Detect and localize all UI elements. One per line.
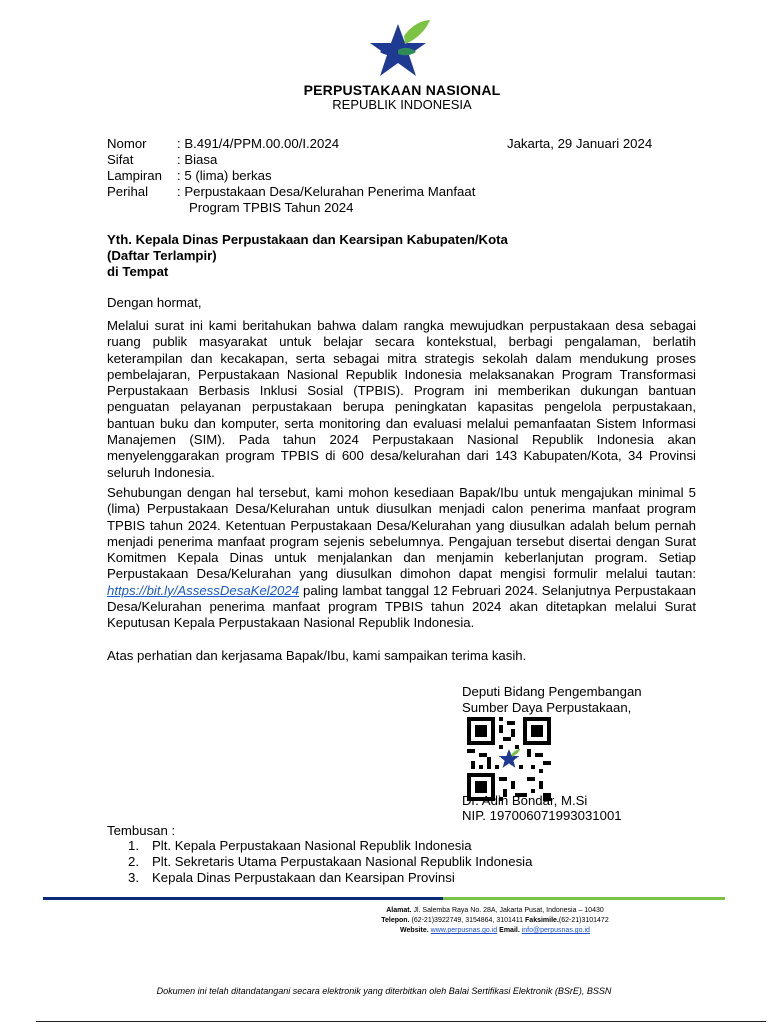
footer-label: Email.: [499, 927, 520, 934]
cc-title: Tembusan :: [107, 823, 176, 838]
list-text: Plt. Kepala Perpustakaan Nasional Republik Indonesia: [152, 838, 472, 853]
footer-label: Faksimile.: [525, 917, 559, 924]
signer-title-1: Deputi Bidang Pengembangan: [462, 684, 642, 699]
meta-value: : Perpustakaan Desa/Kelurahan Penerima Manfaat: [177, 184, 476, 199]
footer-label: Alamat.: [386, 907, 412, 914]
paragraph-2-text: Sehubungan dengan hal tersebut, kami mohon kesediaan Bapak/Ibu untuk mengajukan minimal 5 (lima) Perpustakaan Desa/Kelurahan untuk diusulkan menjadi calon penerima manfaat program TPBIS tahun 2024. Ketentuan Perpustakaan Desa/Kelurahan yang diusulkan adalah belum pernah menjadi penerima manfaat program sejenis sebelumnya. Pengajuan tersebut disertai dengan Surat Komitmen Kepala Dinas untuk menjalankan dan menjamin keberlanjutan program. Setiap Perpustakaan Desa/Kelurahan yang diusulkan dimohon dapat mengisi formulir melalui tautan:: [107, 485, 696, 582]
list-item: [128, 870, 532, 886]
footer-divider-green: [443, 897, 725, 900]
footer-phone: (62-21)3922749, 3154864, 3101411: [411, 917, 524, 924]
org-subtitle: REPUBLIK INDONESIA: [332, 97, 472, 112]
meta-value: : B.491/4/PPM.00.00/I.2024: [177, 136, 340, 151]
list-number: 2.: [128, 854, 139, 869]
footer-fax: (62-21)3101472: [558, 917, 609, 924]
list-text: Plt. Sekretaris Utama Perpustakaan Nasional Republik Indonesia: [152, 854, 533, 869]
meta-row-perihal-cont: [107, 200, 353, 216]
addressee-line-3: di Tempat: [107, 264, 169, 279]
org-name: PERPUSTAKAAN NASIONAL: [303, 82, 501, 98]
footer-contact: [245, 906, 745, 936]
closing: Atas perhatian dan kerjasama Bapak/Ibu, kami sampaikan terima kasih.: [107, 648, 527, 663]
meta-value: : 5 (lima) berkas: [177, 168, 272, 183]
letter-date: Jakarta, 29 Januari 2024: [507, 136, 653, 151]
page-bottom-divider: [36, 1021, 766, 1022]
footer-label: Website.: [400, 927, 429, 934]
meta-row-lampiran: [107, 168, 272, 184]
footer-phone-line: [245, 916, 745, 926]
footer-address: Jl. Salemba Raya No. 28A, Jakarta Pusat, Indonesia – 10430: [413, 907, 604, 914]
signer-title-2: Sumber Daya Perpustakaan,: [462, 700, 632, 715]
paragraph-2: [107, 485, 696, 632]
email-link[interactable]: info@perpusnas.go.id: [521, 927, 590, 934]
paragraph-2-text-cont: paling lambat tanggal 12 Februari 2024. Selanjutnya Perpustakaan Desa/Kelurahan penerima manfaat program TPBIS tahun 2024 akan ditetapkan melalui Surat Keputusan Kepala Perpustakaan Nasional Republik Indonesia.: [107, 582, 696, 631]
meta-label: Lampiran: [107, 168, 162, 183]
list-number: 3.: [128, 870, 139, 885]
greeting: Dengan hormat,: [107, 295, 202, 310]
footer-address-line: [245, 906, 745, 916]
meta-value: Program TPBIS Tahun 2024: [189, 200, 354, 215]
e-signature-disclaimer: Dokumen ini telah ditandatangani secara elektronik yang diterbitkan oleh Balai Sertifikasi Elektronik (BSrE), BSSN: [156, 986, 612, 996]
meta-label: Sifat: [107, 152, 134, 167]
form-link[interactable]: https://bit.ly/AssessDesaKel2024: [107, 582, 300, 598]
meta-label: Perihal: [107, 184, 149, 199]
meta-label: Nomor: [107, 136, 147, 151]
footer-label: Telepon.: [381, 917, 410, 924]
meta-row-sifat: [107, 152, 217, 168]
paragraph-1: Melalui surat ini kami beritahukan bahwa dalam rangka mewujudkan perpustakaan desa sebagai ruang publik masyarakat untuk belajar secara kontekstual, berbagi pengalaman, berlatih keterampilan dan kecakapan, serta sebagai mitra strategis sekolah dalam mendukung proses pembelajaran, Perpustakaan Nasional Republik Indonesia melaksanakan Program Transformasi Perpustakaan Berbasis Inklusi Sosial (TPBIS). Program ini memberikan dukungan bantuan penguatan pelayanan perpustakaan berupa peningkatan kapasitas pengelola perpustakaan, bantuan buku dan komputer, serta monitoring dan evaluasi melalui pemanfaatan Sistem Informasi Manajemen (SIM). Pada tahun 2024 Perpustakaan Nasional Republik Indonesia akan menyelenggarakan program TPBIS di 600 desa/kelurahan dari 143 Kabupaten/Kota, 34 Provinsi seluruh Indonesia.: [107, 318, 696, 480]
cc-list: [128, 838, 532, 886]
footer-web-line: [245, 926, 745, 936]
meta-value: : Biasa: [177, 152, 218, 167]
list-number: 1.: [128, 838, 139, 853]
addressee-line-1: Yth. Kepala Dinas Perpustakaan dan Kearsipan Kabupaten/Kota: [107, 232, 508, 247]
list-text: Kepala Dinas Perpustakaan dan Kearsipan Provinsi: [152, 870, 455, 885]
addressee-line-2: (Daftar Terlampir): [107, 248, 217, 263]
list-item: [128, 854, 532, 870]
meta-row-perihal: [107, 184, 475, 200]
signer-name: Dr. Adin Bondar, M.Si: [462, 793, 588, 808]
list-item: [128, 838, 532, 854]
signer-nip: NIP. 197006071993031001: [462, 808, 622, 823]
footer-divider-blue: [43, 897, 443, 900]
qr-code-icon: [467, 717, 551, 801]
website-link[interactable]: www.perpusnas.go.id: [430, 927, 498, 934]
meta-row-nomor: [107, 136, 339, 152]
perpusnas-logo-icon: [360, 16, 436, 86]
